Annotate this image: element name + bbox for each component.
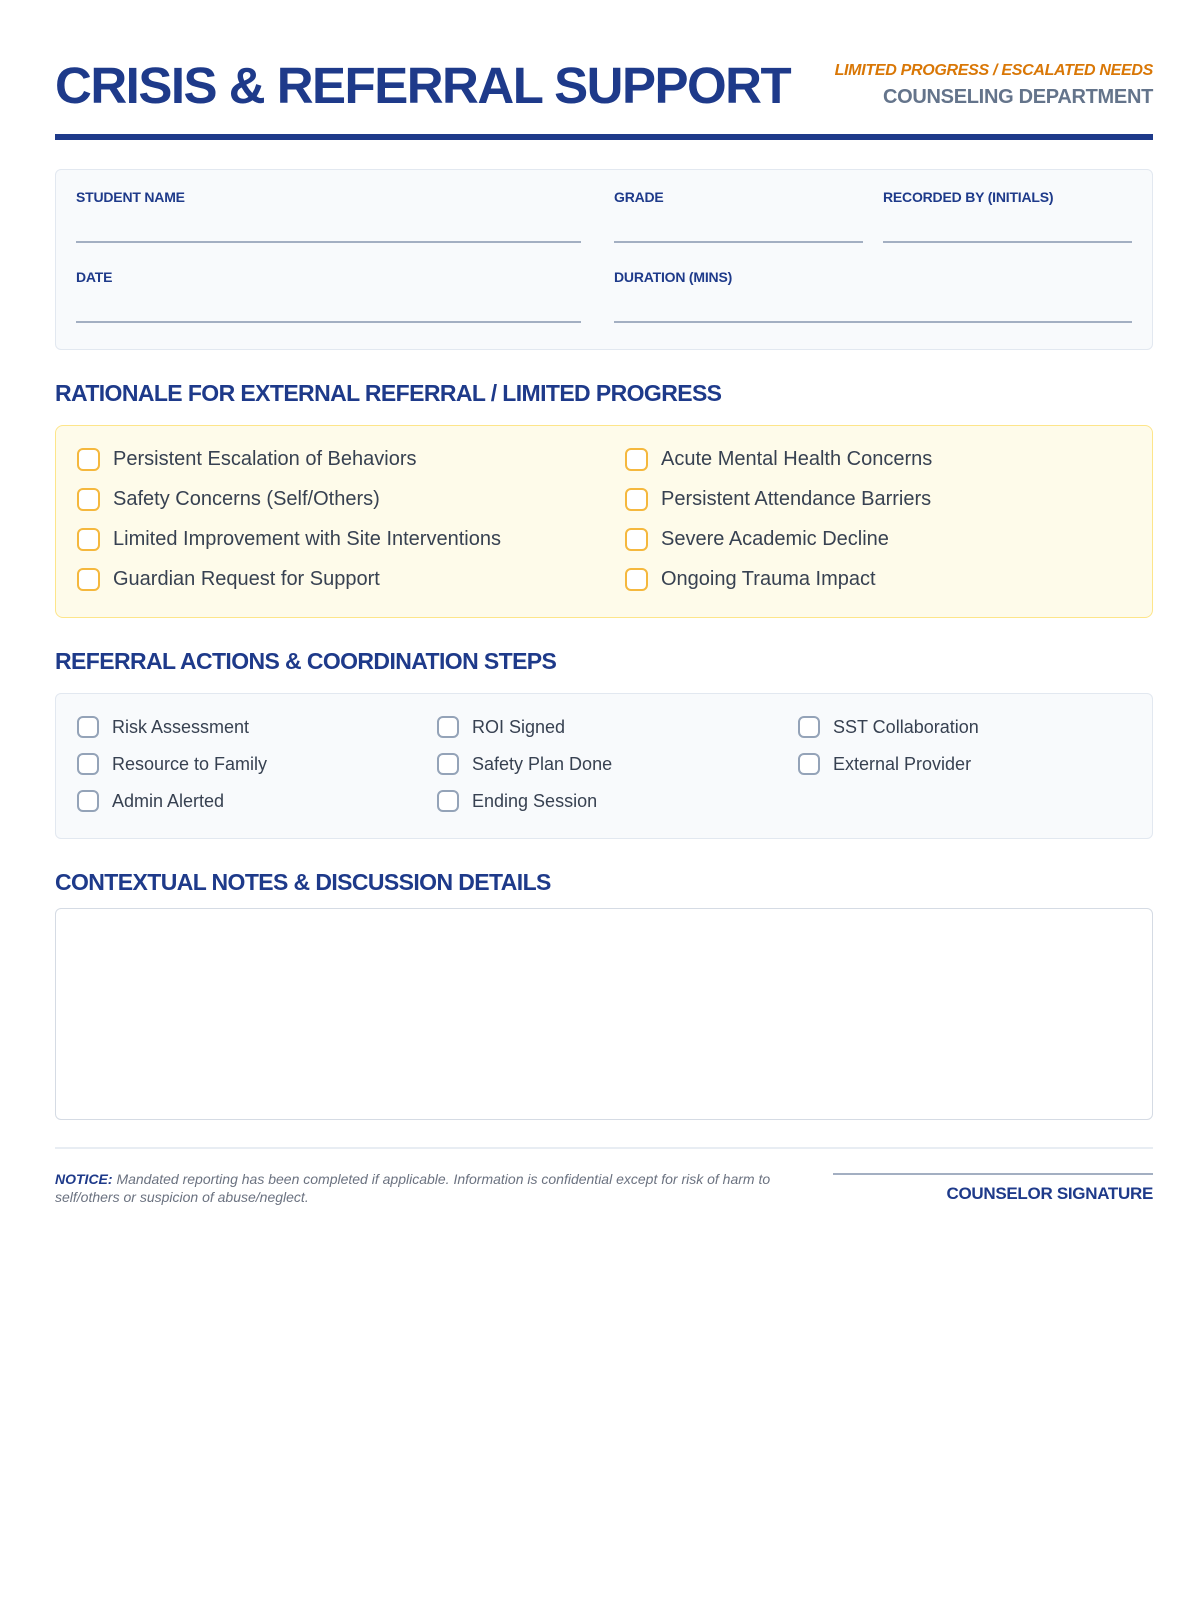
grade-field[interactable] — [614, 189, 863, 205]
action-checkbox[interactable] — [437, 716, 565, 738]
checkbox-label: Persistent Escalation of Behaviors — [113, 448, 417, 470]
rationale-checkbox[interactable] — [77, 488, 380, 511]
notes-textarea[interactable] — [55, 908, 1153, 1120]
action-checkbox[interactable] — [77, 753, 267, 775]
header — [55, 52, 1153, 132]
checkbox-icon[interactable] — [77, 528, 100, 551]
recorded-by-label: RECORDED BY (INITIALS) — [883, 189, 1054, 205]
rationale-checkbox[interactable] — [77, 448, 417, 471]
rationale-box — [55, 425, 1153, 618]
checkbox-label: Severe Academic Decline — [661, 528, 889, 550]
signature-label: COUNSELOR SIGNATURE — [946, 1184, 1153, 1203]
rationale-checkbox[interactable] — [77, 528, 501, 551]
checkbox-label: Risk Assessment — [112, 716, 250, 737]
student-name-line[interactable] — [76, 241, 581, 243]
action-checkbox[interactable] — [798, 753, 971, 775]
checkbox-label: SST Collaboration — [833, 716, 979, 737]
rationale-checkbox[interactable] — [77, 568, 380, 591]
date-field[interactable] — [76, 269, 581, 285]
date-label: DATE — [76, 269, 113, 285]
status-label: LIMITED PROGRESS / ESCALATED NEEDS — [834, 62, 1153, 79]
department-label: COUNSELING DEPARTMENT — [883, 86, 1153, 108]
checkbox-label: Resource to Family — [112, 753, 268, 774]
rationale-checkbox[interactable] — [625, 528, 889, 551]
action-checkbox[interactable] — [798, 716, 979, 738]
checkbox-icon[interactable] — [625, 528, 648, 551]
checkbox-icon[interactable] — [625, 448, 648, 471]
student-name-label: STUDENT NAME — [76, 189, 185, 205]
checkbox-label: Safety Concerns (Self/Others) — [113, 488, 380, 510]
checkbox-icon[interactable] — [77, 716, 99, 738]
checkbox-label: Persistent Attendance Barriers — [661, 488, 932, 510]
action-checkbox[interactable] — [437, 790, 597, 812]
grade-line[interactable] — [614, 241, 863, 243]
checkbox-label: External Provider — [833, 753, 972, 774]
notes-heading: CONTEXTUAL NOTES & DISCUSSION DETAILS — [55, 869, 551, 895]
grade-label: GRADE — [614, 189, 664, 205]
checkbox-icon[interactable] — [77, 790, 99, 812]
checkbox-icon[interactable] — [77, 488, 100, 511]
checkbox-label: Ending Session — [472, 790, 598, 811]
actions-box — [55, 693, 1153, 839]
recorded-by-line[interactable] — [883, 241, 1132, 243]
actions-heading: REFERRAL ACTIONS & COORDINATION STEPS — [55, 648, 557, 674]
checkbox-icon[interactable] — [437, 753, 459, 775]
duration-line[interactable] — [614, 321, 1132, 323]
checkbox-icon[interactable] — [437, 716, 459, 738]
checkbox-label: Guardian Request for Support — [113, 568, 380, 590]
date-line[interactable] — [76, 321, 581, 323]
footer-divider — [55, 1147, 1153, 1149]
checkbox-label: Acute Mental Health Concerns — [661, 448, 933, 470]
checkbox-icon[interactable] — [798, 716, 820, 738]
checkbox-icon[interactable] — [77, 568, 100, 591]
action-checkbox[interactable] — [77, 716, 249, 738]
rationale-checkbox[interactable] — [625, 568, 876, 591]
rationale-checkbox[interactable] — [625, 448, 932, 471]
student-name-field[interactable] — [76, 189, 581, 205]
student-info-card — [55, 169, 1153, 350]
rationale-heading: RATIONALE FOR EXTERNAL REFERRAL / LIMITED PROGRESS — [55, 380, 722, 406]
checkbox-icon[interactable] — [798, 753, 820, 775]
checkbox-label: ROI Signed — [472, 716, 566, 737]
notice-label: NOTICE: — [55, 1171, 113, 1187]
checkbox-icon[interactable] — [625, 568, 648, 591]
checkbox-icon[interactable] — [437, 790, 459, 812]
recorded-by-field[interactable] — [883, 189, 1132, 205]
notice-text — [55, 1170, 805, 1206]
rationale-checkbox[interactable] — [625, 488, 931, 511]
signature-line[interactable] — [833, 1173, 1153, 1175]
notice-body: Mandated reporting has been completed if applicable. Information is confidential except for risk of harm to self/others or suspicion of abuse/neglect. — [55, 1171, 771, 1205]
header-rule — [55, 134, 1153, 140]
action-checkbox[interactable] — [437, 753, 612, 775]
duration-label: DURATION (MINS) — [614, 269, 733, 285]
action-checkbox[interactable] — [77, 790, 224, 812]
checkbox-icon[interactable] — [77, 753, 99, 775]
checkbox-label: Ongoing Trauma Impact — [661, 568, 876, 590]
checkbox-label: Limited Improvement with Site Interventions — [113, 528, 501, 550]
duration-field[interactable] — [614, 269, 1132, 285]
checkbox-label: Admin Alerted — [112, 790, 225, 811]
page-title: CRISIS & REFERRAL SUPPORT — [55, 57, 791, 114]
checkbox-label: Safety Plan Done — [472, 753, 613, 774]
checkbox-icon[interactable] — [625, 488, 648, 511]
checkbox-icon[interactable] — [77, 448, 100, 471]
